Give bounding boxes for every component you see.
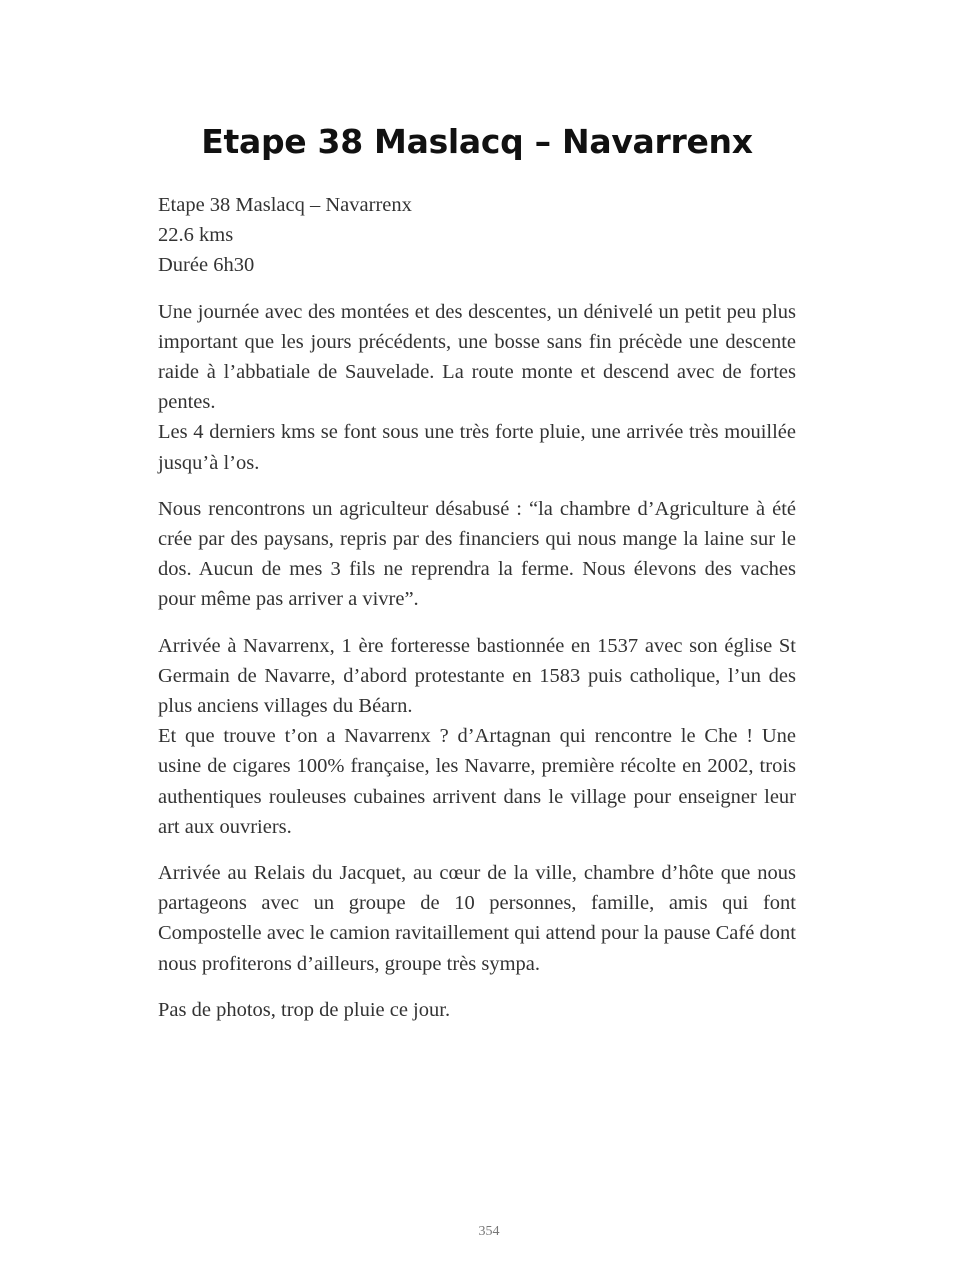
page-number: 354 [478, 1224, 500, 1239]
paragraph-photos: Pas de photos, trop de pluie ce jour. [158, 998, 451, 1021]
stage-distance: 22.6 kms [158, 224, 234, 247]
page-title: Etape 38 Maslacq – Navarrenx [201, 122, 753, 161]
document-body [158, 190, 796, 1041]
paragraph-farmer: Nous rencontrons un agriculteur désabusé : “la chambre d’Agriculture à été crée par des paysans, repris par des financiers qui nous mange la laine sur le dos. Aucun de mes 3 fils ne reprendra la ferme. Nous élevons des vaches pour même pas arriver a vivre”. [158, 497, 796, 611]
stage-duration: Durée 6h30 [158, 254, 255, 277]
paragraph-navarrenx-history: Arrivée à Navarrenx, 1 ère forteresse bastionnée en 1537 avec son église St Germain de Navarre, d’abord protestante en 1583 puis catholique, l’un des plus anciens villages du Béarn. [158, 634, 796, 718]
paragraph-route-text: Une journée avec des montées et des descentes, un dénivelé un petit peu plus important que les jours précédents, une bosse sans fin précède une descente raide à l’abbatiale de Sauvelade. La route monte et descend avec de fortes pentes. [158, 300, 796, 414]
paragraph-lodging: Arrivée au Relais du Jacquet, au cœur de la ville, chambre d’hôte que nous partageons avec un groupe de 10 personnes, famille, amis qui font Compostelle avec le camion ravitaillement qui attend pour la pause Café dont nous profiterons d’ailleurs, groupe très sympa. [158, 862, 796, 975]
stage-name: Etape 38 Maslacq – Navarrenx [158, 194, 412, 216]
paragraph-navarrenx-cigars: Et que trouve t’on a Navarrenx ? d’Artagnan qui rencontre le Che ! Une usine de cigares 100% française, les Navarre, première récolte en 2002, trois authentiques rouleuses cubaines arrivent dans le village pour enseigner leur art aux ouvriers. [158, 725, 796, 838]
paragraph-rain-text: Les 4 derniers kms se font sous une très forte pluie, une arrivée très mouillée jusqu’à l’os. [158, 421, 796, 474]
stage-header-block [158, 190, 796, 281]
paragraph-route [158, 297, 796, 478]
paragraph-navarrenx [158, 631, 796, 842]
